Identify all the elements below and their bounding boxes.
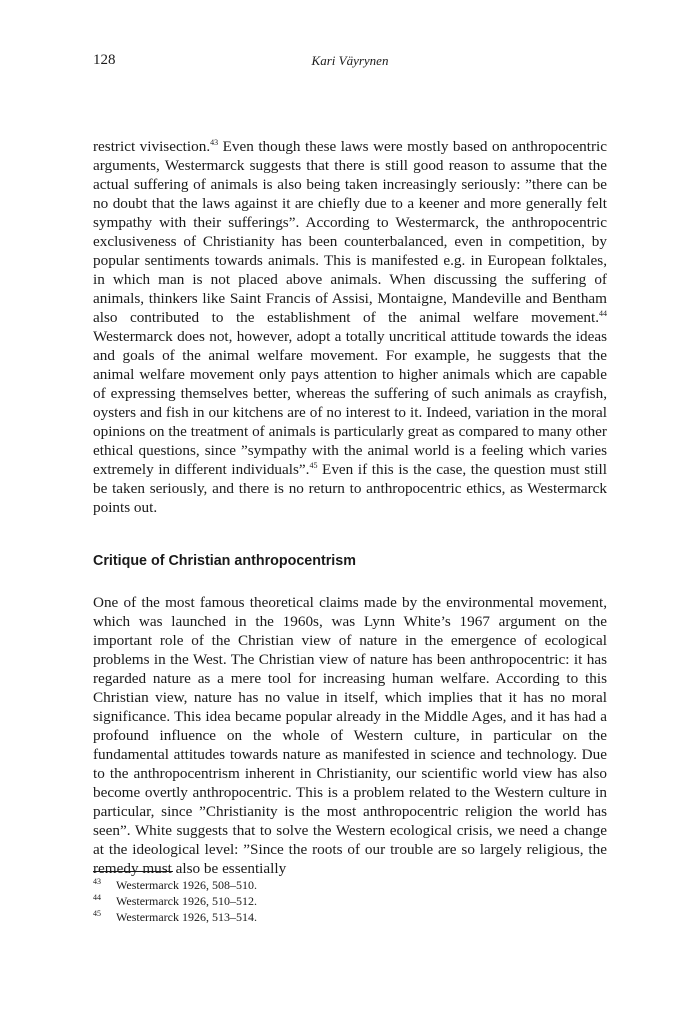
footnote-text: Westermarck 1926, 513–514. [116,910,257,924]
running-head-author: Kari Väyrynen [311,53,389,68]
footnote-ref-43[interactable]: 43 [210,138,219,147]
footnote-text: Westermarck 1926, 510–512. [116,894,257,908]
footnote-43 [93,877,607,893]
footnote-number: 45 [93,909,101,918]
page-header [93,52,607,74]
footnotes [93,877,607,925]
page-number: 128 [93,52,116,68]
paragraph-text: restrict vivisection. [93,138,211,155]
section-heading: Critique of Christian anthropocentrism [93,553,356,569]
body-paragraph-1 [93,137,607,517]
footnote-45 [93,909,607,925]
footnote-number: 44 [93,893,101,902]
footnote-44 [93,893,607,909]
body-paragraph-2: One of the most famous theoretical claims made by the environmental movement, which was launched in the 1960s, was Lynn White’s 1967 argument on the important role of the Christian view of nature in the emergence of ecological problems in the West. The Christian view of nature has been anthropocentric: it has regarded nature as a mere tool for increasing human welfare. According to this Christian view, nature has no value in itself, which implies that it has no moral significance. This idea became popular already in the Middle Ages, and it has had a profound influence on the whole of Western culture, in particular on the fundamental attitudes towards nature as manifested in science and technology. Due to the anthropocentrism inherent in Christianity, our scientific world view has also become overtly anthropocentric. This is a problem related to the Western culture in particular, since ”Christianity is the most anthropocentric religion the world has seen”. White suggests that to solve the Western ecological crisis, we need a change at the ideological level: ”Since the roots of our trouble are so largely religious, the remedy must also be essentially [93,594,607,877]
footnote-text: Westermarck 1926, 508–510. [116,878,257,892]
footnote-divider [93,871,173,872]
paragraph-text: Westermarck does not, however, adopt a totally uncritical attitude towards the ideas and goals of the animal welfare movement. For example, he suggests that the animal welfare movement only pays attention to higher animals which are capable of expressing themselves better, whereas the suffering of such animals as crayfish, oysters and fish in our kitchens are of no interest to it. Indeed, variation in the moral opinions on the treatment of animals is particularly great as compared to many other ethical questions, since ”sympathy with the animal world is a feeling which varies extremely in different individuals”. [93,328,607,478]
paragraph-text: Even though these laws were mostly based on anthropocentric arguments, Westermarck suggests that there is still good reason to assume that the actual suffering of animals is also being taken increasingly seriously: ”there can be no doubt that the laws against it are chiefly due to a keener and more generally felt sympathy with their sufferings”. According to Westermarck, the anthropocentric exclusiveness of Christianity has been counterbalanced, even in competition, by popular sentiments towards animals. This is manifested e.g. in European folktales, in which man is not placed above animals. When discussing the suffering of animals, thinkers like Saint Francis of Assisi, Montaigne, Mandeville and Bentham also contributed to the establishment of the animal welfare movement. [93,138,608,326]
paragraph-text: Even if this is the case, the question must still be taken seriously, and there is no return to anthropocentric ethics, as Westermarck points out. [93,461,608,516]
footnote-ref-45[interactable]: 45 [309,461,318,470]
footnote-number: 43 [93,877,101,886]
footnote-ref-44[interactable]: 44 [599,309,607,318]
